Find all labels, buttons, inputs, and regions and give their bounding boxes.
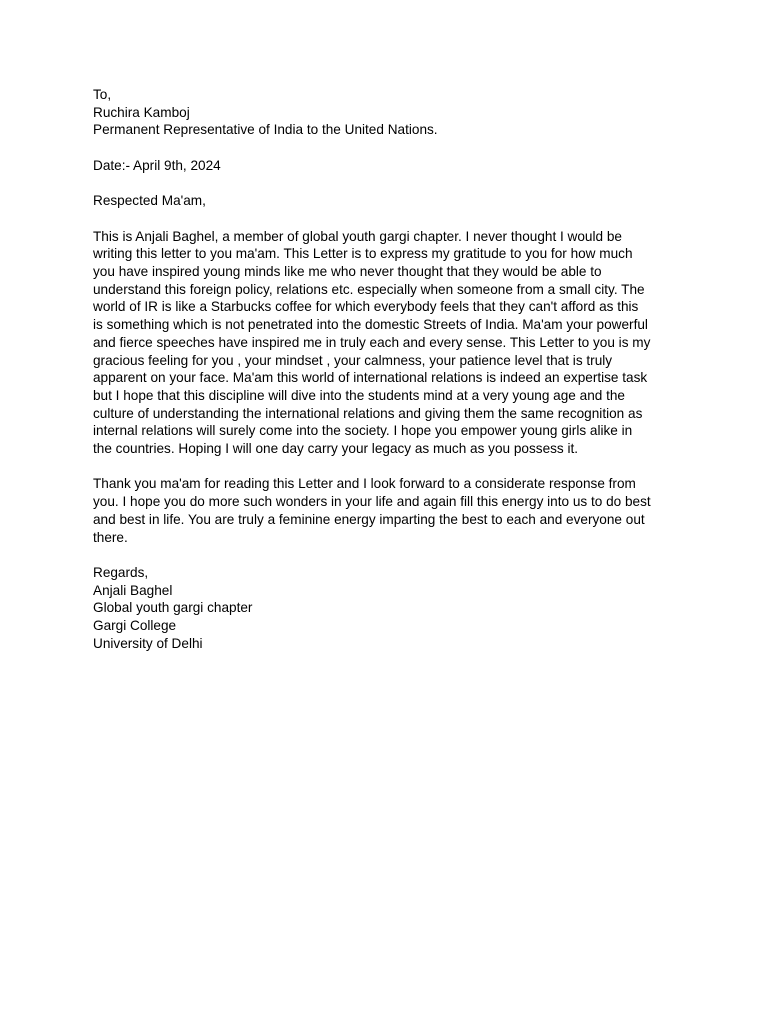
paragraph-line: Thank you ma'am for reading this Letter and I look forward to a considerate response from: [93, 476, 636, 492]
paragraph-line: but I hope that this discipline will dive into the students mind at a very young age and the: [93, 387, 625, 403]
spacer: [93, 458, 683, 476]
greeting: Respected Ma'am,: [93, 193, 206, 209]
paragraph-line: understand this foreign policy, relations etc. especially when someone from a small city. The: [93, 281, 645, 297]
paragraph-line: writing this letter to you ma'am. This Letter is to express my gratitude to you for how much: [93, 246, 633, 262]
paragraph-line: This is Anjali Baghel, a member of global youth gargi chapter. I never thought I would be: [93, 228, 622, 244]
spacer: [93, 175, 683, 193]
paragraph-line: culture of understanding the international relations and giving them the same recognition as: [93, 405, 643, 421]
body-paragraph-1: [93, 228, 683, 458]
salutation-to: To,: [93, 87, 112, 102]
date-line: Date:- April 9th, 2024: [93, 157, 221, 173]
spacer: [93, 139, 683, 157]
sender-organization: Global youth gargi chapter: [93, 600, 253, 616]
sender-name: Anjali Baghel: [93, 582, 173, 598]
closing-regards: Regards,: [93, 564, 149, 580]
spacer: [93, 546, 683, 564]
closing-block: [93, 564, 683, 653]
sender-college: Gargi College: [93, 618, 177, 634]
recipient-block: [93, 86, 683, 139]
letter-body: [93, 86, 683, 652]
paragraph-line: and fierce speeches have inspired me in truly each and every sense. This Letter to you is my: [93, 334, 651, 350]
paragraph-line: apparent on your face. Ma'am this world of international relations is indeed an expertise task: [93, 370, 648, 386]
paragraph-line: world of IR is like a Starbucks coffee for which everybody feels that they can't afford as this: [93, 299, 639, 315]
paragraph-line: there.: [93, 529, 128, 545]
paragraph-line: you. I hope you do more such wonders in your life and again fill this energy into us to do best: [93, 494, 651, 510]
recipient-name: Ruchira Kamboj: [93, 104, 190, 120]
sender-university: University of Delhi: [93, 635, 203, 651]
paragraph-line: the countries. Hoping I will one day carry your legacy as much as you possess it.: [93, 441, 579, 457]
body-paragraph-2: [93, 475, 683, 546]
paragraph-line: internal relations will surely come into the society. I hope you empower young girls alike in: [93, 423, 633, 439]
recipient-designation: Permanent Representative of India to the United Nations.: [93, 122, 438, 138]
spacer: [93, 210, 683, 228]
paragraph-line: and best in life. You are truly a feminine energy imparting the best to each and everyone out: [93, 511, 645, 527]
paragraph-line: you have inspired young minds like me who never thought that they would be able to: [93, 263, 602, 279]
paragraph-line: is something which is not penetrated into the domestic Streets of India. Ma'am your powerful: [93, 317, 648, 333]
paragraph-line: gracious feeling for you , your mindset , your calmness, your patience level that is truly: [93, 352, 613, 368]
